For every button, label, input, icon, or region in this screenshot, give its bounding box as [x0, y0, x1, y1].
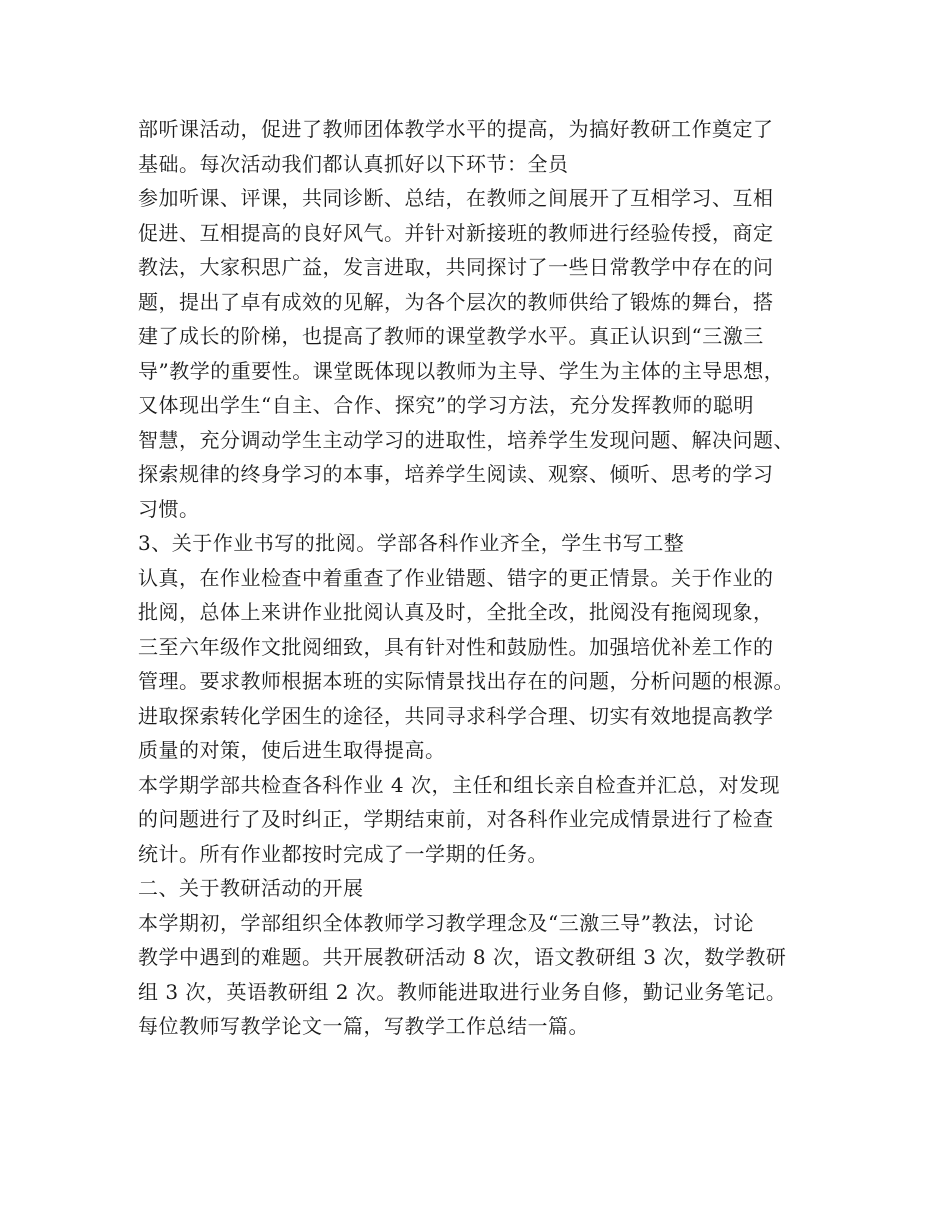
text-line: 部听课活动，促进了教师团体教学水平的提高，为搞好教研工作奠定了: [138, 117, 774, 141]
document-body: [138, 112, 838, 1044]
section-heading-line: 3、关于作业书写的批阅。学部各科作业齐全，学生书写工整: [138, 531, 685, 555]
text-line: 批阅，总体上来讲作业批阅认真及时，全批全改，批阅没有拖阅现象，: [138, 600, 774, 624]
text-line: 基础。每次活动我们都认真抓好以下环节：全员: [138, 151, 569, 176]
text-line: 三至六年级作文批阅细致，具有针对性和鼓励性。加强培优补差工作的: [138, 634, 774, 659]
text-line: 质量的对策，使后进生取得提高。: [138, 738, 446, 762]
text-line: 建了成长的阶梯，也提高了教师的课堂教学水平。真正认识到“三激三: [138, 324, 764, 348]
text-line: 习惯。: [138, 496, 200, 521]
text-line: 导”教学的重要性。课堂既体现以教师为主导、学生为主体的主导思想，: [138, 358, 785, 383]
text-line: 统计。所有作业都按时完成了一学期的任务。: [138, 841, 548, 866]
text-line: 每位教师写教学论文一篇，写教学工作总结一篇。: [138, 1014, 589, 1038]
text-line: 促进、互相提高的良好风气。并针对新接班的教师进行经验传授，商定: [138, 220, 774, 245]
text-line: 本学期学部共检查各科作业 4 次，主任和组长亲自检查并汇总，对发现: [138, 772, 780, 797]
text-line: 教法，大家积思广益，发言进取，共同探讨了一些日常教学中存在的问: [138, 255, 774, 279]
text-line: 管理。要求教师根据本班的实际情景找出存在的问题，分析问题的根源。: [138, 669, 794, 693]
section-heading: 二、关于教研活动的开展: [138, 876, 364, 900]
text-line: 又体现出学生“自主、合作、探究”的学习方法，充分发挥教师的聪明: [138, 393, 754, 417]
text-line: 组 3 次，英语教研组 2 次。教师能进取进行业务自修，勤记业务笔记。: [138, 979, 787, 1004]
text-line: 智慧，充分调动学生主动学习的进取性，培养学生发现问题、解决问题、: [138, 427, 794, 452]
text-line: 参加听课、评课，共同诊断、总结，在教师之间展开了互相学习、互相: [138, 186, 774, 210]
text-line: 的问题进行了及时纠正，学期结束前，对各科作业完成情景进行了检查: [138, 807, 774, 831]
text-line: 教学中遇到的难题。共开展教研活动 8 次，语文教研组 3 次，数学教研: [138, 945, 787, 969]
text-line: 题，提出了卓有成效的见解，为各个层次的教师供给了锻炼的舞台，搭: [138, 289, 774, 314]
text-line: 进取探索转化学困生的途径，共同寻求科学合理、切实有效地提高教学: [138, 703, 774, 728]
text-line: 本学期初，学部组织全体教师学习教学理念及“三激三导”教法，讨论: [138, 910, 754, 935]
text-line: 认真，在作业检查中着重查了作业错题、错字的更正情景。关于作业的: [138, 565, 774, 590]
text-line: 探索规律的终身学习的本事，培养学生阅读、观察、倾听、思考的学习: [138, 462, 774, 486]
